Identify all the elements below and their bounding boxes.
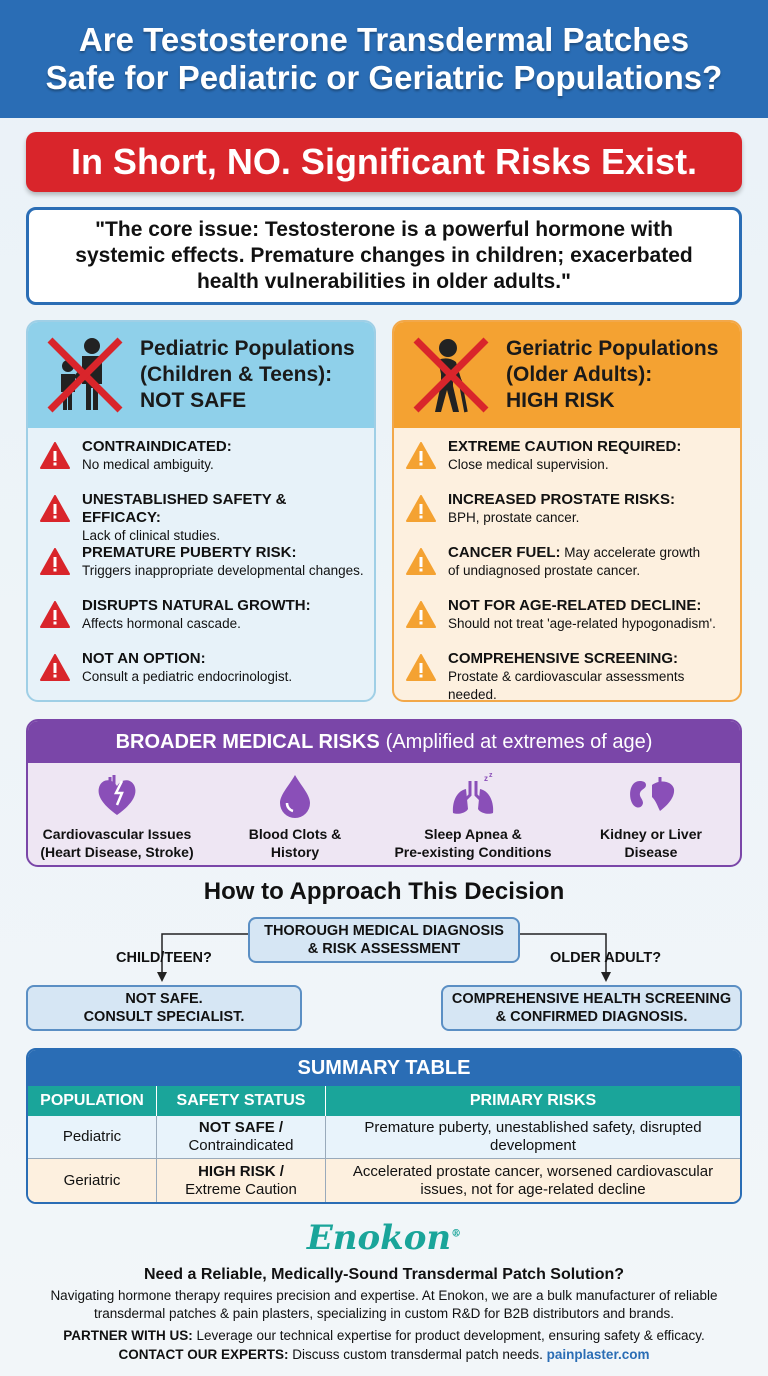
warning-icon xyxy=(40,442,70,470)
warning-icon xyxy=(40,601,70,629)
broader-risks-title: BROADER MEDICAL RISKS xyxy=(115,730,380,753)
table-row xyxy=(28,1159,740,1202)
pediatric-title-line2: (Children & Teens): xyxy=(140,363,333,386)
item-text: Should not treat 'age-related hypogonadism'. xyxy=(448,616,716,631)
item-text: No medical ambiguity. xyxy=(82,457,214,472)
website-link[interactable]: painplaster.com xyxy=(546,1347,650,1362)
screening-box xyxy=(441,985,742,1031)
registered-mark: ® xyxy=(451,1228,462,1240)
cell-status xyxy=(157,1159,326,1202)
item-text: Lack of clinical studies. xyxy=(82,528,221,543)
item-text: Close medical supervision. xyxy=(448,457,609,472)
risk-label-line1: Kidney or Liver xyxy=(600,826,702,842)
header-title-line2: Safe for Pediatric or Geriatric Populations? xyxy=(45,59,723,96)
item-heading: NOT FOR AGE-RELATED DECLINE: xyxy=(448,597,702,614)
cell-status-text: Contraindicated xyxy=(188,1137,294,1154)
pediatric-title xyxy=(140,336,355,414)
pediatric-title-status: NOT SAFE xyxy=(140,389,247,412)
enokon-logo xyxy=(0,1218,768,1258)
pediatric-panel-header xyxy=(28,322,374,428)
warning-icon xyxy=(406,601,436,629)
geriatric-item xyxy=(406,438,730,491)
risk-sleep-apnea xyxy=(384,763,562,867)
item-heading: EXTREME CAUTION REQUIRED: xyxy=(448,438,682,455)
item-heading: UNESTABLISHED SAFETY & EFFICACY: xyxy=(82,491,287,526)
warning-icon xyxy=(40,495,70,523)
geriatric-panel-header xyxy=(394,322,740,428)
core-issue-quote: "The core issue: Testosterone is a powerful hormone with systemic effects. Premature changes in children; exacerbated health vulnerabilities in older adults." xyxy=(26,207,742,305)
item-heading: CANCER FUEL: xyxy=(448,544,561,561)
item-heading: NOT AN OPTION: xyxy=(82,650,206,667)
warning-icon xyxy=(406,495,436,523)
blood-drop-icon xyxy=(270,771,320,821)
item-text: May accelerate growth xyxy=(564,545,701,560)
risk-label-line1: Cardiovascular Issues xyxy=(42,826,192,842)
page-header xyxy=(0,0,768,118)
pediatric-item xyxy=(40,544,364,597)
summary-table-title: SUMMARY TABLE xyxy=(28,1050,740,1086)
header-primary-risks: PRIMARY RISKS xyxy=(469,1092,597,1109)
cell-population: Geriatric xyxy=(28,1159,157,1202)
item-heading: CONTRAINDICATED: xyxy=(82,438,232,455)
risk-label-line2: Disease xyxy=(624,844,678,860)
risk-label-line2: Pre-existing Conditions xyxy=(394,844,552,860)
item-text: Triggers inappropriate developmental changes. xyxy=(82,563,364,578)
contact-label: CONTACT OUR EXPERTS: xyxy=(118,1347,289,1362)
risk-label-line2: (Heart Disease, Stroke) xyxy=(40,844,194,860)
pediatric-item xyxy=(40,438,364,491)
diagnosis-line1: THOROUGH MEDICAL DIAGNOSIS xyxy=(264,923,504,939)
cell-risks: Accelerated prostate cancer, worsened cardiovascular issues, not for age-related decline xyxy=(352,1162,714,1198)
geriatric-title-line1: Geriatric Populations xyxy=(506,337,719,360)
item-text: Affects hormonal cascade. xyxy=(82,616,241,631)
item-text: Consult a pediatric endocrinologist. xyxy=(82,669,293,684)
cell-status-bold: NOT SAFE / xyxy=(198,1119,284,1136)
pediatric-item xyxy=(40,491,364,544)
cta-body: Navigating hormone therapy requires precision and expertise. At Enokon, we are a bulk manufacturer of reliable transdermal patches & pain plasters, specializing in custom R&D for B2B distributors and brands. xyxy=(50,1288,718,1321)
diagnosis-box xyxy=(248,917,520,963)
partner-line xyxy=(0,1328,768,1343)
partner-text: Leverage our technical expertise for product development, ensuring safety & efficacy. xyxy=(196,1328,705,1343)
risk-blood-clots xyxy=(206,763,384,867)
diagnosis-line2: & RISK ASSESSMENT xyxy=(307,941,461,957)
not-safe-box xyxy=(26,985,302,1031)
cell-status-text: Extreme Caution xyxy=(185,1180,297,1198)
item-text: BPH, prostate cancer. xyxy=(448,510,580,525)
screening-line2: & CONFIRMED DIAGNOSIS. xyxy=(495,1009,688,1025)
brand-name: Enokon xyxy=(306,1218,452,1258)
pediatric-item xyxy=(40,650,364,702)
risk-cardiovascular xyxy=(28,763,206,867)
cell-risks: Premature puberty, unestablished safety, disrupted development xyxy=(364,1119,702,1154)
risk-label-line2: History xyxy=(270,844,320,860)
geriatric-title xyxy=(506,336,718,414)
not-safe-line2: CONSULT SPECIALIST. xyxy=(83,1009,245,1025)
geriatric-item xyxy=(406,544,730,597)
warning-icon xyxy=(406,654,436,682)
risk-label-line1: Sleep Apnea & xyxy=(424,826,522,842)
summary-table xyxy=(26,1048,742,1204)
item-heading: DISRUPTS NATURAL GROWTH: xyxy=(82,597,311,614)
geriatric-item xyxy=(406,597,730,650)
item-heading: COMPREHENSIVE SCREENING: xyxy=(448,650,679,667)
heart-icon xyxy=(92,771,142,821)
svg-text:z: z xyxy=(484,774,488,783)
child-teen-label: CHILD/TEEN? xyxy=(116,950,212,966)
cta-question: Need a Reliable, Medically-Sound Transdermal Patch Solution? xyxy=(143,1266,625,1283)
contact-line xyxy=(0,1347,768,1362)
header-population: POPULATION xyxy=(28,1086,157,1116)
warning-icon xyxy=(406,442,436,470)
crossed-elder-icon xyxy=(408,332,494,418)
cell-status-bold: HIGH RISK / xyxy=(198,1162,284,1180)
risk-label-line1: Blood Clots & xyxy=(248,826,342,842)
svg-text:z: z xyxy=(489,772,493,779)
cell-population: Pediatric xyxy=(28,1116,157,1158)
kidney-liver-icon xyxy=(626,771,676,821)
partner-label: PARTNER WITH US: xyxy=(63,1328,193,1343)
pediatric-panel xyxy=(26,320,376,702)
broader-risks-subtitle: (Amplified at extremes of age) xyxy=(385,730,653,753)
table-row xyxy=(28,1116,740,1159)
warning-icon xyxy=(40,654,70,682)
lungs-icon xyxy=(448,771,498,821)
item-heading: INCREASED PROSTATE RISKS: xyxy=(448,491,675,508)
pediatric-title-line1: Pediatric Populations xyxy=(140,337,355,360)
approach-title: How to Approach This Decision xyxy=(203,878,565,905)
item-heading: PREMATURE PUBERTY RISK: xyxy=(82,544,297,561)
not-safe-line1: NOT SAFE. xyxy=(125,991,203,1007)
contact-text: Discuss custom transdermal patch needs. xyxy=(292,1347,543,1362)
risk-kidney-liver xyxy=(562,763,740,867)
short-answer-banner: In Short, NO. Significant Risks Exist. xyxy=(26,132,742,192)
header-safety-status: SAFETY STATUS xyxy=(157,1086,326,1116)
geriatric-title-line2: (Older Adults): xyxy=(506,363,653,386)
item-text: Prostate & cardiovascular assessments needed. xyxy=(448,669,685,702)
broader-risks-header xyxy=(28,721,740,763)
geriatric-item xyxy=(406,491,730,544)
header-title-line1: Are Testosterone Transdermal Patches xyxy=(78,21,690,58)
screening-line1: COMPREHENSIVE HEALTH SCREENING xyxy=(451,991,732,1007)
older-adult-label: OLDER ADULT? xyxy=(550,950,662,966)
pediatric-item xyxy=(40,597,364,650)
broader-risks-panel xyxy=(26,719,742,867)
geriatric-panel xyxy=(392,320,742,702)
item-text-line2: of undiagnosed prostate cancer. xyxy=(448,563,641,578)
geriatric-item xyxy=(406,650,730,702)
summary-table-header xyxy=(28,1086,740,1116)
geriatric-title-status: HIGH RISK xyxy=(506,389,615,412)
warning-icon xyxy=(406,548,436,576)
cell-status xyxy=(157,1116,326,1158)
warning-icon xyxy=(40,548,70,576)
crossed-child-icon xyxy=(42,332,128,418)
